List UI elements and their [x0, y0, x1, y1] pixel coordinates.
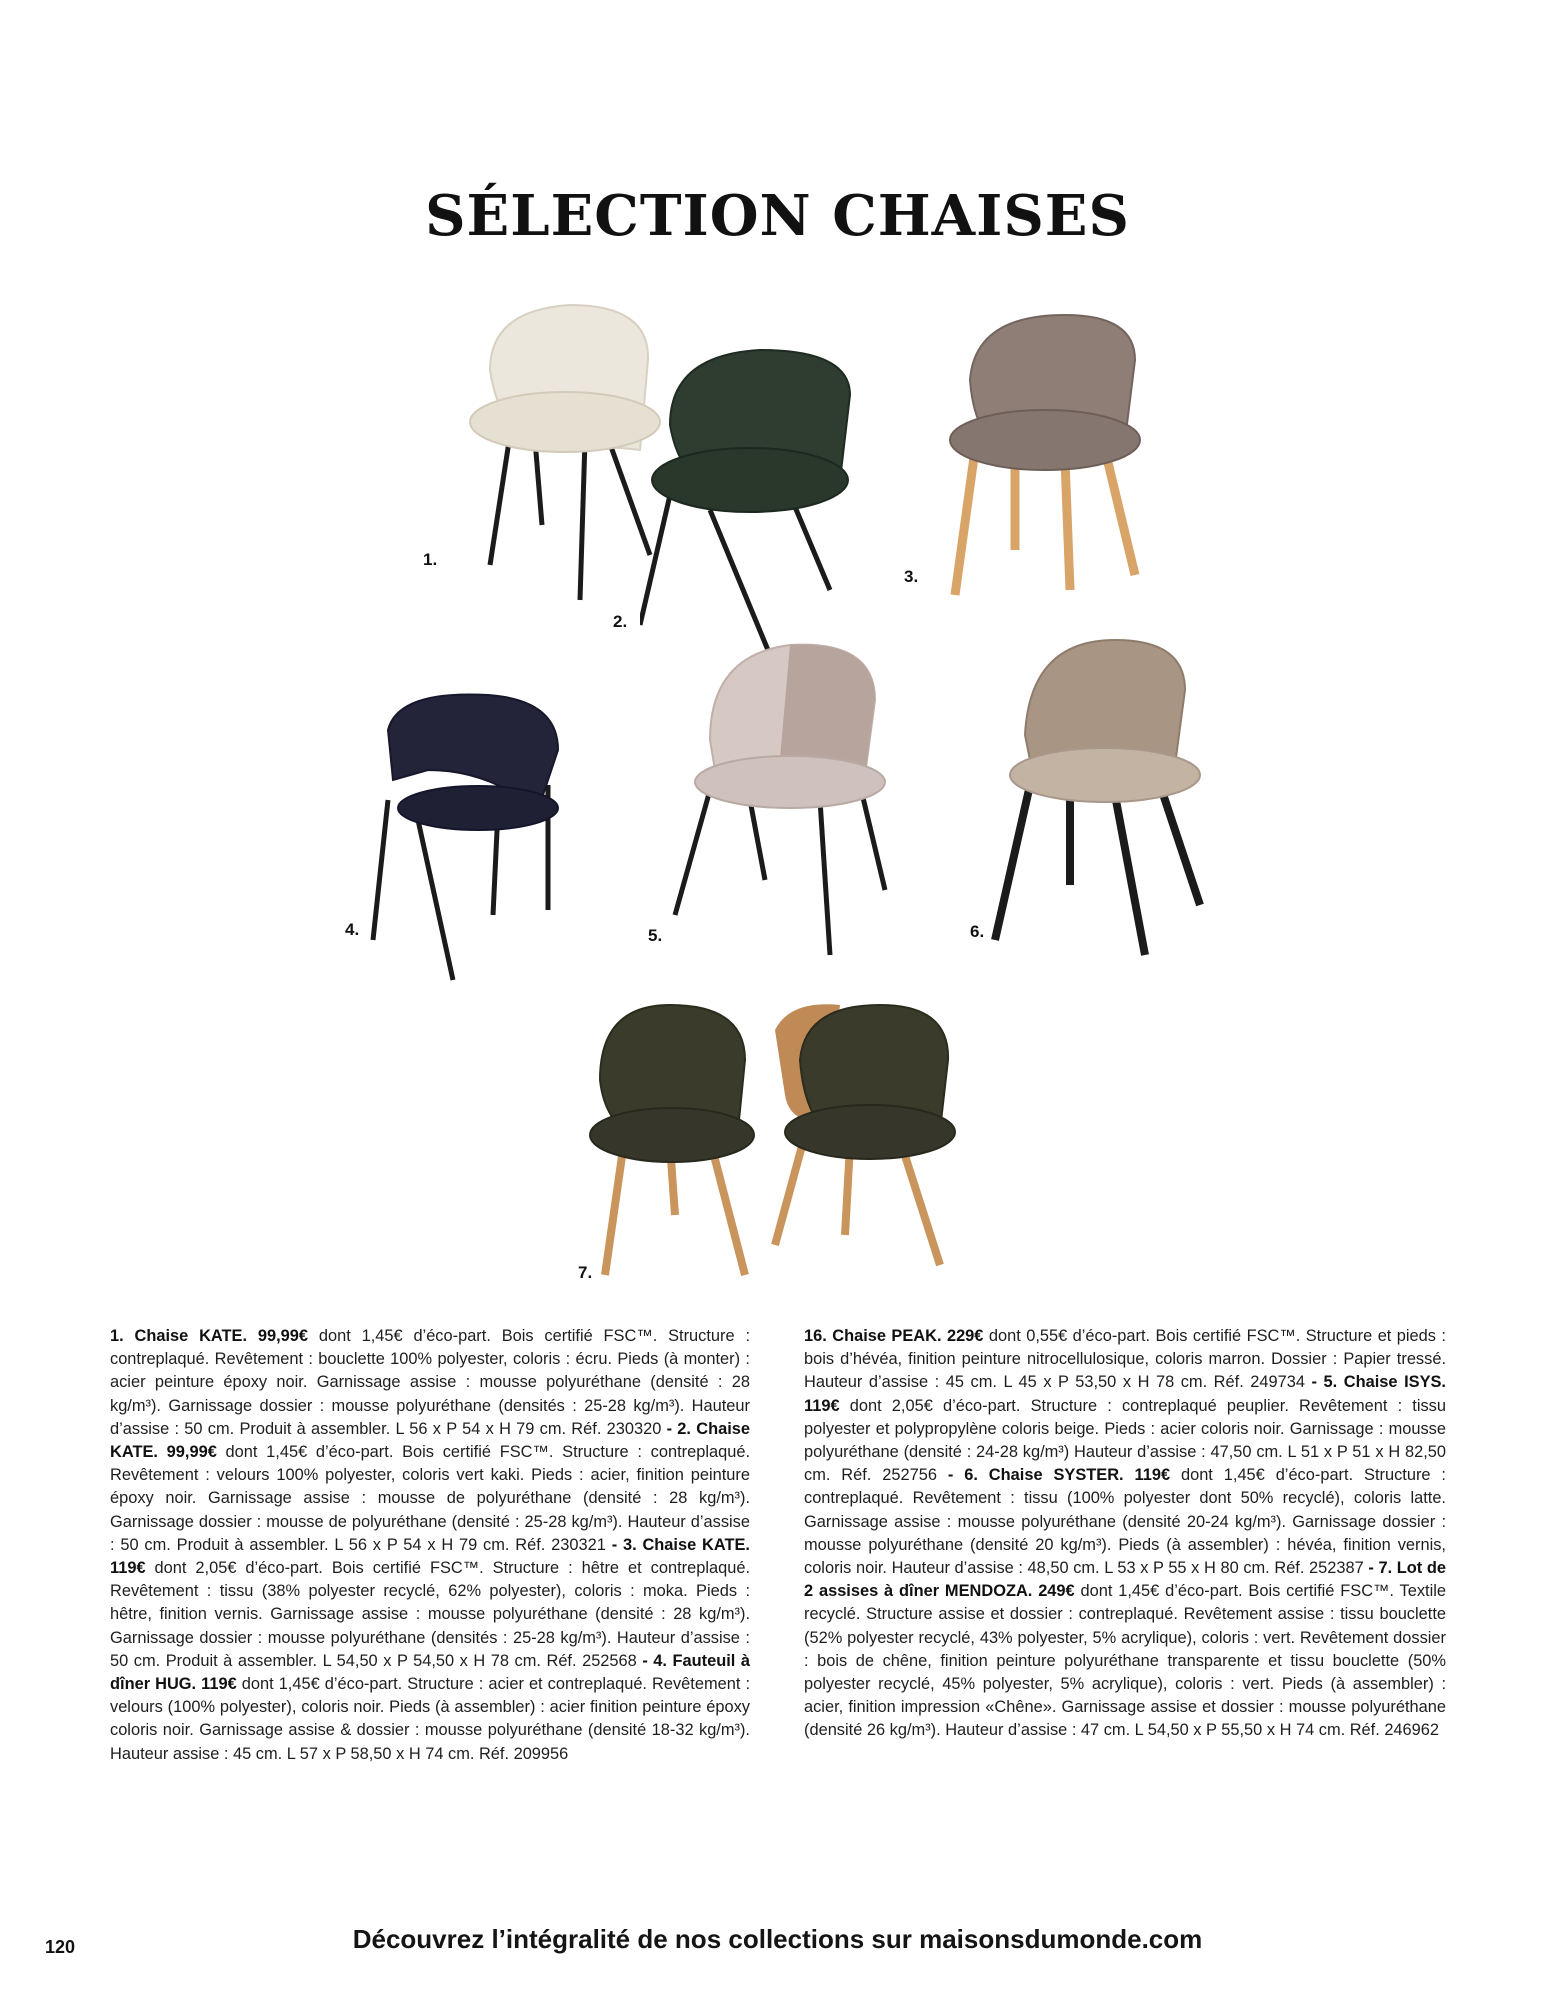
description-right-column	[804, 1325, 1446, 1743]
product-3-text: dont 2,05€ d’éco-part. Bois certifié FSC™. Structure : hêtre et contreplaqué. Revêtement : tissu (38% polyester recyclé, 62% polyester), coloris : moka. Pieds : hêtre, finition vernis. Garnissage assise : mousse polyuréthane (densité : 28 kg/m³). Garnissage dossier : mousse polyuréthane (densités : 25-28 kg/m³). Hauteur d’assise : 50 cm. Produit à assembler. L 54,50 x P 54,50 x H 78 cm. Réf. 252568	[110, 1559, 750, 1670]
page-title: SÉLECTION CHAISES	[425, 183, 1130, 249]
chair-6-image	[985, 635, 1205, 960]
product-6-heading: - 6. Chaise SYSTER. 119€	[947, 1466, 1171, 1485]
product-2-heading: - 2. Chaise KATE. 99,99€	[110, 1419, 750, 1462]
chair-1-image	[430, 300, 670, 610]
product-7-text: dont 1,45€ d’éco-part. Bois certifié FSC™. Textile recyclé. Structure assise et dossier : contreplaqué. Revêtement assise : tissu bouclette (52% polyester recyclé, 43% polyester, 5% acrylique), coloris : vert. Revêtement dossier : bois de chêne, finition peinture polyuréthane transparente et tissu bouclette (50% polyester recyclé, 45% polyester, 5% acrylique), coloris : vert. Pieds (à assembler) : acier, finition impression «Chêne». Garnissage assise et dossier : mousse polyuréthane (densité 26 kg/m³). Hauteur d’assise : 47 cm. L 54,50 x P 55,50 x H 74 cm. Réf. 246962	[804, 1582, 1446, 1740]
product-5-text: dont 2,05€ d’éco-part. Structure : contreplaqué peuplier. Revêtement : tissu polyester et polypropylène coloris beige. Pieds : acier coloris noir. Garnissage : mousse polyuréthane (densité : 24-28 kg/m³) Hauteur d’assise : 47,50 cm. L 51 x P 51 x H 82,50 cm. Réf. 252756	[804, 1396, 1446, 1485]
chair-3-number: 3.	[904, 567, 919, 586]
product-6-text: dont 1,45€ d’éco-part. Structure : contreplaqué. Revêtement : tissu (100% polyester dont 50% recyclé), coloris latte. Garnissage assise : mousse polyuréthane (densité 20-24 kg/m³). Garnissage dossier : mousse polyuréthane (densité 20 kg/m³). Pieds (à assembler) : hévéa, finition vernis, coloris noir. Hauteur d’assise : 48,50 cm. L 53 x P 55 x H 80 cm. Réf. 252387	[804, 1466, 1446, 1578]
product-4-heading: - 4. Fauteuil à dîner HUG. 119€	[110, 1651, 750, 1694]
product-5-heading: - 5. Chaise ISYS. 119€	[804, 1373, 1446, 1415]
footer-link-text: Découvrez l’intégralité de nos collections sur maisonsdumonde.com	[352, 1924, 1203, 1954]
chair-6-number: 6.	[970, 922, 985, 941]
chair-1-number: 1.	[423, 550, 438, 569]
product-2-text: dont 1,45€ d’éco-part. Bois certifié FSC™. Structure : contreplaqué. Revêtement : velours 100% polyester, coloris vert kaki. Pieds : acier, finition peinture époxy noir. Garnissage assise : mousse de polyuréthane (densité : 28 kg/m³). Garnissage dossier : mousse de polyuréthane (densité : 25-28 kg/m³). Hauteur d’assise : 50 cm. Produit à assembler. L 56 x P 54 x H 79 cm. Réf. 230321	[110, 1443, 750, 1554]
chair-5-number: 5.	[648, 926, 663, 945]
page-number: 120	[45, 1937, 76, 1957]
product-3-heading: - 3. Chaise KATE. 119€	[110, 1535, 750, 1578]
product-7-heading: - 7. Lot de 2 assises à dîner MENDOZA. 249€	[804, 1559, 1446, 1601]
product-4-text: dont 1,45€ d’éco-part. Structure : acier et contreplaqué. Revêtement : velours (100% polyester), coloris noir. Pieds (à assembler) : acier finition peinture époxy coloris noir. Garnissage assise & dossier : mousse polyuréthane (densité 18-32 kg/m³). Hauteur assise : 45 cm. L 57 x P 58,50 x H 74 cm. Réf. 209956	[110, 1675, 750, 1763]
product-1-text: dont 1,45€ d’éco-part. Bois certifié FSC™. Structure : contreplaqué. Revêtement : bouclette 100% polyester, coloris : écru. Pieds (à monter) : acier peinture époxy noir. Garnissage assise : mousse polyuréthane (densité : 28 kg/m³). Garnissage dossier : mousse polyuréthane (densités : 25-28 kg/m³). Hauteur d’assise : 50 cm. Produit à assembler. L 56 x P 54 x H 79 cm. Réf. 230320	[110, 1327, 750, 1438]
chair-2-image	[640, 345, 860, 655]
chair-7-number: 7.	[578, 1263, 593, 1282]
description-left-column	[110, 1325, 750, 1766]
product-16-heading: 16. Chaise PEAK. 229€	[804, 1327, 984, 1345]
chair-4-number: 4.	[345, 920, 360, 939]
product-1-heading: 1. Chaise KATE. 99,99€	[110, 1327, 309, 1345]
chair-5-image	[670, 640, 890, 960]
chair-7-image	[580, 1000, 980, 1290]
chair-4-image	[368, 690, 568, 990]
chair-2-number: 2.	[613, 612, 628, 631]
chair-3-image	[935, 310, 1155, 600]
product-16-text: dont 0,55€ d’éco-part. Bois certifié FSC™. Structure et pieds : bois d’hévéa, finition peinture nitrocellulosique, coloris marron. Dossier : Papier tressé. Hauteur d’assise : 45 cm. L 45 x P 53,50 x H 78 cm. Réf. 249734	[804, 1327, 1446, 1392]
